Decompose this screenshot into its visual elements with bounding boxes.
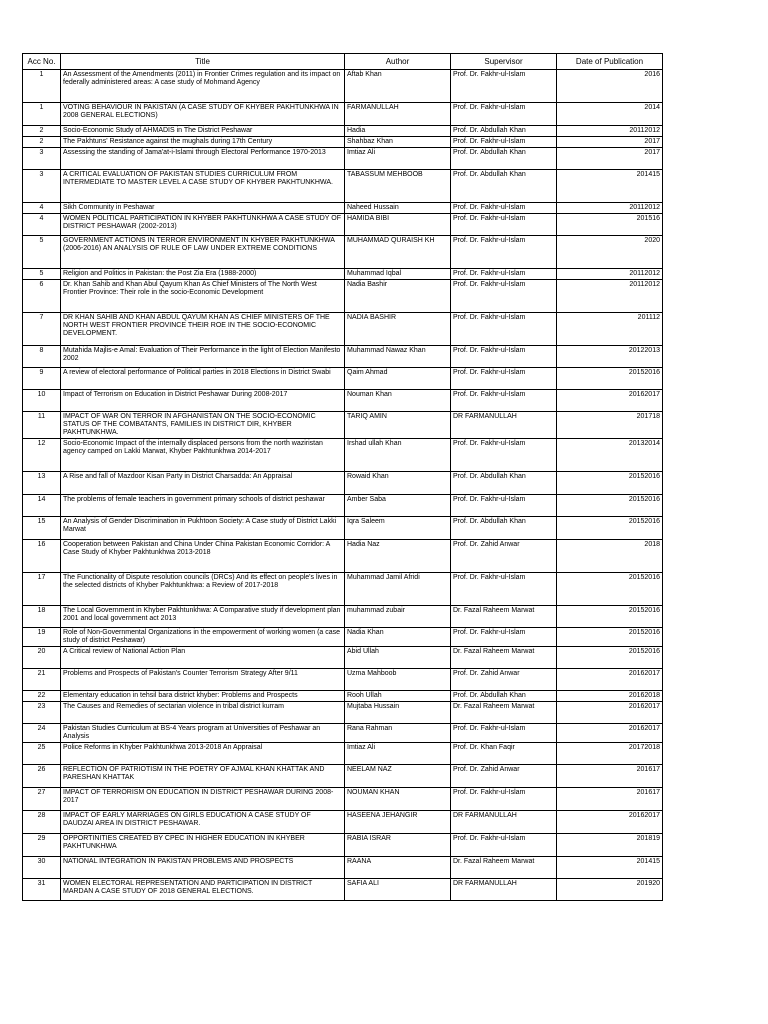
cell-date: 20152016 [557, 647, 663, 669]
table-row [23, 606, 663, 628]
cell-date: 20122013 [557, 346, 663, 368]
cell-date: 201920 [557, 879, 663, 901]
cell-supervisor: Prof. Dr. Fakhr-ul-Islam [451, 70, 557, 103]
cell-date: 20162017 [557, 390, 663, 412]
cell-author: muhammad zubair [345, 606, 451, 628]
cell-supervisor: Prof. Dr. Fakhr-ul-Islam [451, 137, 557, 148]
table-row [23, 573, 663, 606]
cell-supervisor: Prof. Dr. Abdullah Khan [451, 148, 557, 170]
table-body [23, 70, 663, 901]
cell-date: 20152016 [557, 368, 663, 390]
cell-title: The Local Government in Khyber Pakhtunkhwa: A Comparative study if development plan 2001 and local government act 2013 [61, 606, 345, 628]
table-row [23, 412, 663, 439]
cell-supervisor: Prof. Dr. Abdullah Khan [451, 126, 557, 137]
cell-supervisor: Prof. Dr. Fakhr-ul-Islam [451, 724, 557, 743]
cell-acc-no: 6 [23, 280, 61, 313]
table-row [23, 743, 663, 765]
table-row [23, 236, 663, 269]
table-row [23, 669, 663, 691]
table-row [23, 517, 663, 540]
cell-acc-no: 30 [23, 857, 61, 879]
cell-acc-no: 31 [23, 879, 61, 901]
cell-supervisor: Prof. Dr. Fakhr-ul-Islam [451, 214, 557, 236]
cell-supervisor: Prof. Dr. Fakhr-ul-Islam [451, 313, 557, 346]
cell-title: WOMEN POLITICAL PARTICIPATION IN KHYBER PAKHTUNKHWA A CASE STUDY OF DISTRICT PESHAWAR (2002-2013) [61, 214, 345, 236]
cell-author: NADIA BASHIR [345, 313, 451, 346]
cell-acc-no: 5 [23, 236, 61, 269]
cell-supervisor: Prof. Dr. Zahid Anwar [451, 669, 557, 691]
cell-date: 20112012 [557, 280, 663, 313]
cell-date: 20162017 [557, 702, 663, 724]
cell-acc-no: 1 [23, 70, 61, 103]
cell-date: 201415 [557, 857, 663, 879]
cell-author: Muhammad Jamil Afridi [345, 573, 451, 606]
cell-title: A Critical review of National Action Plan [61, 647, 345, 669]
header-supervisor: Supervisor [451, 54, 557, 70]
cell-author: Amber Saba [345, 495, 451, 517]
cell-acc-no: 26 [23, 765, 61, 788]
table-row [23, 148, 663, 170]
cell-date: 2018 [557, 540, 663, 573]
cell-acc-no: 1 [23, 103, 61, 126]
cell-date: 2017 [557, 137, 663, 148]
cell-author: Abid Ullah [345, 647, 451, 669]
header-title: Title [61, 54, 345, 70]
cell-acc-no: 27 [23, 788, 61, 811]
cell-acc-no: 9 [23, 368, 61, 390]
cell-date: 20112012 [557, 269, 663, 280]
table-row [23, 857, 663, 879]
cell-supervisor: Prof. Dr. Fakhr-ul-Islam [451, 269, 557, 280]
cell-author: Irshad ullah Khan [345, 439, 451, 472]
table-row [23, 269, 663, 280]
table-row [23, 439, 663, 472]
cell-author: SAFIA ALI [345, 879, 451, 901]
cell-date: 20152016 [557, 472, 663, 495]
cell-author: Shahbaz Khan [345, 137, 451, 148]
cell-supervisor: DR FARMANULLAH [451, 811, 557, 834]
cell-title: Dr. Khan Sahib and Khan Abul Qayum Khan As Chief Ministers of The North West Frontier Province: Their role in the socio-Economic Development [61, 280, 345, 313]
cell-supervisor: Prof. Dr. Abdullah Khan [451, 691, 557, 702]
cell-date: 201516 [557, 214, 663, 236]
cell-title: The Functionality of Dispute resolution councils (DRCs) And its effect on people's lives in the selected districts of Khyber Pakhtunkhwa: a Review of 2017-2018 [61, 573, 345, 606]
cell-author: NOUMAN KHAN [345, 788, 451, 811]
cell-author: Aftab Khan [345, 70, 451, 103]
table-row [23, 811, 663, 834]
cell-acc-no: 3 [23, 170, 61, 203]
cell-supervisor: Prof. Dr. Fakhr-ul-Islam [451, 203, 557, 214]
cell-supervisor: Prof. Dr. Fakhr-ul-Islam [451, 628, 557, 647]
cell-acc-no: 22 [23, 691, 61, 702]
table-row [23, 788, 663, 811]
cell-supervisor: Prof. Dr. Fakhr-ul-Islam [451, 439, 557, 472]
cell-date: 2020 [557, 236, 663, 269]
header-acc-no: Acc No. [23, 54, 61, 70]
cell-supervisor: DR FARMANULLAH [451, 412, 557, 439]
table-row [23, 834, 663, 857]
cell-supervisor: Dr. Fazal Raheem Marwat [451, 606, 557, 628]
cell-title: An Analysis of Gender Discrimination in Pukhtoon Society: A Case study of District Lakki Marwat [61, 517, 345, 540]
cell-title: Assessing the standing of Jama'at-i-Islami through Electoral Performance 1970-2013 [61, 148, 345, 170]
cell-author: Mujtaba Hussain [345, 702, 451, 724]
cell-title: REFLECTION OF PATRIOTISM IN THE POETRY OF AJMAL KHAN KHATTAK AND PARESHAN KHATTAK [61, 765, 345, 788]
cell-acc-no: 11 [23, 412, 61, 439]
cell-title: GOVERNMENT ACTIONS IN TERROR ENVIRONMENT IN KHYBER PAKHTUNKHWA (2006-2016) AN ANALYSIS OF RULE OF LAW UNDER EXTREME CONDITIONS [61, 236, 345, 269]
table-row [23, 702, 663, 724]
cell-acc-no: 24 [23, 724, 61, 743]
cell-acc-no: 5 [23, 269, 61, 280]
cell-date: 201415 [557, 170, 663, 203]
cell-title: Sikh Community in Peshawar [61, 203, 345, 214]
cell-supervisor: Prof. Dr. Fakhr-ul-Islam [451, 573, 557, 606]
table-row [23, 390, 663, 412]
cell-date: 201617 [557, 765, 663, 788]
cell-acc-no: 12 [23, 439, 61, 472]
cell-title: Socio-Economic Study of AHMADIS in The District Peshawar [61, 126, 345, 137]
cell-title: Cooperation between Pakistan and China Under China Pakistan Economic Corridor: A Case Study of Khyber Pakhtunkhwa 2013-2018 [61, 540, 345, 573]
table-row [23, 647, 663, 669]
cell-author: Rana Rahman [345, 724, 451, 743]
cell-date: 201617 [557, 788, 663, 811]
cell-acc-no: 7 [23, 313, 61, 346]
cell-date: 20152016 [557, 517, 663, 540]
cell-author: RAANA [345, 857, 451, 879]
cell-supervisor: Prof. Dr. Zahid Anwar [451, 765, 557, 788]
cell-acc-no: 8 [23, 346, 61, 368]
table-row [23, 126, 663, 137]
cell-author: Nadia Khan [345, 628, 451, 647]
cell-author: Rowaid Khan [345, 472, 451, 495]
cell-author: Uzma Mahboob [345, 669, 451, 691]
table-row [23, 346, 663, 368]
table-row [23, 879, 663, 901]
cell-title: Mutahida Majlis-e Amal: Evaluation of Their Performance in the light of Election Manifesto 2002 [61, 346, 345, 368]
cell-supervisor: Prof. Dr. Fakhr-ul-Islam [451, 368, 557, 390]
cell-supervisor: Prof. Dr. Fakhr-ul-Islam [451, 788, 557, 811]
cell-supervisor: Dr. Fazal Raheem Marwat [451, 857, 557, 879]
cell-supervisor: Prof. Dr. Fakhr-ul-Islam [451, 346, 557, 368]
cell-title: IMPACT OF TERRORISM ON EDUCATION IN DISTRICT PESHAWAR DURING 2008-2017 [61, 788, 345, 811]
cell-acc-no: 28 [23, 811, 61, 834]
cell-author: Nadia Bashir [345, 280, 451, 313]
table-row [23, 214, 663, 236]
cell-author: Hadia [345, 126, 451, 137]
table-row [23, 472, 663, 495]
cell-supervisor: Dr. Fazal Raheem Marwat [451, 647, 557, 669]
cell-author: Rooh Ullah [345, 691, 451, 702]
cell-title: An Assessment of the Amendments (2011) in Frontier Crimes regulation and its impact on federally administered areas: A case study of Mohmand Agency [61, 70, 345, 103]
table-row [23, 724, 663, 743]
cell-acc-no: 4 [23, 214, 61, 236]
table-row [23, 313, 663, 346]
cell-title: Religion and Politics in Pakistan: the Post Zia Era (1988-2000) [61, 269, 345, 280]
cell-title: Role of Non-Governmental Organizations in the empowerment of working women (a case study of district Peshawar) [61, 628, 345, 647]
cell-acc-no: 25 [23, 743, 61, 765]
cell-acc-no: 18 [23, 606, 61, 628]
cell-title: A CRITICAL EVALUATION OF PAKISTAN STUDIES CURRICULUM FROM INTERMEDIATE TO MASTER LEVEL A CASE STUDY OF KHYBER PAKHTUNKHWA. [61, 170, 345, 203]
table-row [23, 203, 663, 214]
cell-author: TABASSUM MEHBOOB [345, 170, 451, 203]
table-row [23, 137, 663, 148]
table-row [23, 70, 663, 103]
cell-date: 20132014 [557, 439, 663, 472]
cell-acc-no: 20 [23, 647, 61, 669]
cell-author: RABIA ISRAR [345, 834, 451, 857]
cell-title: IMPACT OF WAR ON TERROR IN AFGHANISTAN ON THE SOCIO-ECONOMIC STATUS OF THE COMBATANTS, FAMILIES IN DISTRICT DIR, KHYBER PAKHTUNKHWA. [61, 412, 345, 439]
cell-date: 20162017 [557, 811, 663, 834]
cell-title: IMPACT OF EARLY MARRIAGES ON GIRLS EDUCATION A CASE STUDY OF DAUDZAI AREA IN DISTRICT PESHAWAR. [61, 811, 345, 834]
cell-supervisor: Prof. Dr. Fakhr-ul-Islam [451, 103, 557, 126]
table-row [23, 540, 663, 573]
cell-date: 201718 [557, 412, 663, 439]
cell-title: Impact of Terrorism on Education in District Peshawar During 2008-2017 [61, 390, 345, 412]
cell-author: Hadia Naz [345, 540, 451, 573]
table-row [23, 495, 663, 517]
cell-author: Nouman Khan [345, 390, 451, 412]
cell-supervisor: DR FARMANULLAH [451, 879, 557, 901]
cell-acc-no: 23 [23, 702, 61, 724]
cell-author: TARIQ AMIN [345, 412, 451, 439]
thesis-table [22, 53, 663, 901]
cell-date: 20152016 [557, 573, 663, 606]
table-row [23, 103, 663, 126]
cell-title: OPPORTINITIES CREATED BY CPEC IN HIGHER EDUCATION IN KHYBER PAKHTUNKHWA [61, 834, 345, 857]
cell-acc-no: 17 [23, 573, 61, 606]
cell-author: Imtiaz Ali [345, 743, 451, 765]
table-row [23, 368, 663, 390]
cell-date: 2014 [557, 103, 663, 126]
cell-title: VOTING BEHAVIOUR IN PAKISTAN (A CASE STUDY OF KHYBER PAKHTUNKHWA IN 2008 GENERAL ELECTIONS) [61, 103, 345, 126]
table-row [23, 280, 663, 313]
cell-acc-no: 2 [23, 126, 61, 137]
cell-supervisor: Prof. Dr. Abdullah Khan [451, 472, 557, 495]
cell-date: 201112 [557, 313, 663, 346]
cell-title: Socio-Economic Impact of the internally displaced persons from the north waziristan agency camped on Lakki Marwat, Khyber Pakhtunkhwa 2014-2017 [61, 439, 345, 472]
cell-acc-no: 14 [23, 495, 61, 517]
cell-acc-no: 19 [23, 628, 61, 647]
cell-date: 2016 [557, 70, 663, 103]
cell-author: Qaim Ahmad [345, 368, 451, 390]
cell-acc-no: 2 [23, 137, 61, 148]
cell-title: The Causes and Remedies of sectarian violence in tribal district kurram [61, 702, 345, 724]
cell-supervisor: Prof. Dr. Khan Faqir [451, 743, 557, 765]
cell-date: 20152016 [557, 606, 663, 628]
cell-author: Iqra Saleem [345, 517, 451, 540]
cell-supervisor: Prof. Dr. Abdullah Khan [451, 170, 557, 203]
cell-supervisor: Dr. Fazal Raheem Marwat [451, 702, 557, 724]
cell-acc-no: 21 [23, 669, 61, 691]
cell-title: Problems and Prospects of Pakistan's Counter Terrorism Strategy After 9/11 [61, 669, 345, 691]
cell-author: Naheed Hussain [345, 203, 451, 214]
table-row [23, 691, 663, 702]
cell-date: 20162017 [557, 669, 663, 691]
cell-supervisor: Prof. Dr. Fakhr-ul-Islam [451, 280, 557, 313]
cell-supervisor: Prof. Dr. Abdullah Khan [451, 517, 557, 540]
cell-date: 20162018 [557, 691, 663, 702]
header-date: Date of Publication [557, 54, 663, 70]
table-row [23, 628, 663, 647]
cell-acc-no: 3 [23, 148, 61, 170]
cell-acc-no: 13 [23, 472, 61, 495]
cell-title: Pakistan Studies Curriculum at BS-4 Years program at Universities of Peshawar an Analysis [61, 724, 345, 743]
cell-title: Police Reforms in Khyber Pakhtunkhwa 2013-2018 An Appraisal [61, 743, 345, 765]
cell-author: Imtiaz Ali [345, 148, 451, 170]
cell-title: DR KHAN SAHIB AND KHAN ABDUL QAYUM KHAN AS CHIEF MINISTERS OF THE NORTH WEST FRONTIER PROVINCE THEIR ROE IN THE SOCIO-ECONOMIC DEVELOPMENT. [61, 313, 345, 346]
cell-title: WOMEN ELECTORAL REPRESENTATION AND PARTICIPATION IN DISTRICT MARDAN A CASE STUDY OF 2018 GENERAL ELECTIONS. [61, 879, 345, 901]
cell-date: 20162017 [557, 724, 663, 743]
cell-author: HAMIDA BIBI [345, 214, 451, 236]
cell-acc-no: 10 [23, 390, 61, 412]
cell-date: 20112012 [557, 126, 663, 137]
cell-date: 201819 [557, 834, 663, 857]
cell-author: HASEENA JEHANGIR [345, 811, 451, 834]
table-header-row [23, 54, 663, 70]
cell-title: A review of electoral performance of Political parties in 2018 Elections in District Swabi [61, 368, 345, 390]
cell-acc-no: 15 [23, 517, 61, 540]
cell-title: The Pakhtuns' Resistance against the mughals during 17th Century [61, 137, 345, 148]
cell-supervisor: Prof. Dr. Fakhr-ul-Islam [451, 834, 557, 857]
cell-title: NATIONAL INTEGRATION IN PAKISTAN PROBLEMS AND PROSPECTS [61, 857, 345, 879]
table-row [23, 765, 663, 788]
cell-title: The problems of female teachers in government primary schools of district peshawar [61, 495, 345, 517]
cell-acc-no: 4 [23, 203, 61, 214]
cell-acc-no: 16 [23, 540, 61, 573]
cell-date: 20172018 [557, 743, 663, 765]
cell-title: A Rise and fall of Mazdoor Kisan Party in District Charsadda: An Appraisal [61, 472, 345, 495]
cell-supervisor: Prof. Dr. Fakhr-ul-Islam [451, 236, 557, 269]
cell-supervisor: Prof. Dr. Fakhr-ul-Islam [451, 495, 557, 517]
cell-author: Muhammad Iqbal [345, 269, 451, 280]
cell-author: MUHAMMAD QURAISH KH [345, 236, 451, 269]
cell-date: 20152016 [557, 495, 663, 517]
table-row [23, 170, 663, 203]
cell-date: 20112012 [557, 203, 663, 214]
cell-author: NEELAM NAZ [345, 765, 451, 788]
cell-acc-no: 29 [23, 834, 61, 857]
cell-supervisor: Prof. Dr. Zahid Anwar [451, 540, 557, 573]
cell-date: 2017 [557, 148, 663, 170]
header-author: Author [345, 54, 451, 70]
cell-title: Elementary education in tehsil bara district khyber: Problems and Prospects [61, 691, 345, 702]
cell-author: Muhammad Nawaz Khan [345, 346, 451, 368]
cell-supervisor: Prof. Dr. Fakhr-ul-Islam [451, 390, 557, 412]
cell-date: 20152016 [557, 628, 663, 647]
cell-author: FARMANULLAH [345, 103, 451, 126]
